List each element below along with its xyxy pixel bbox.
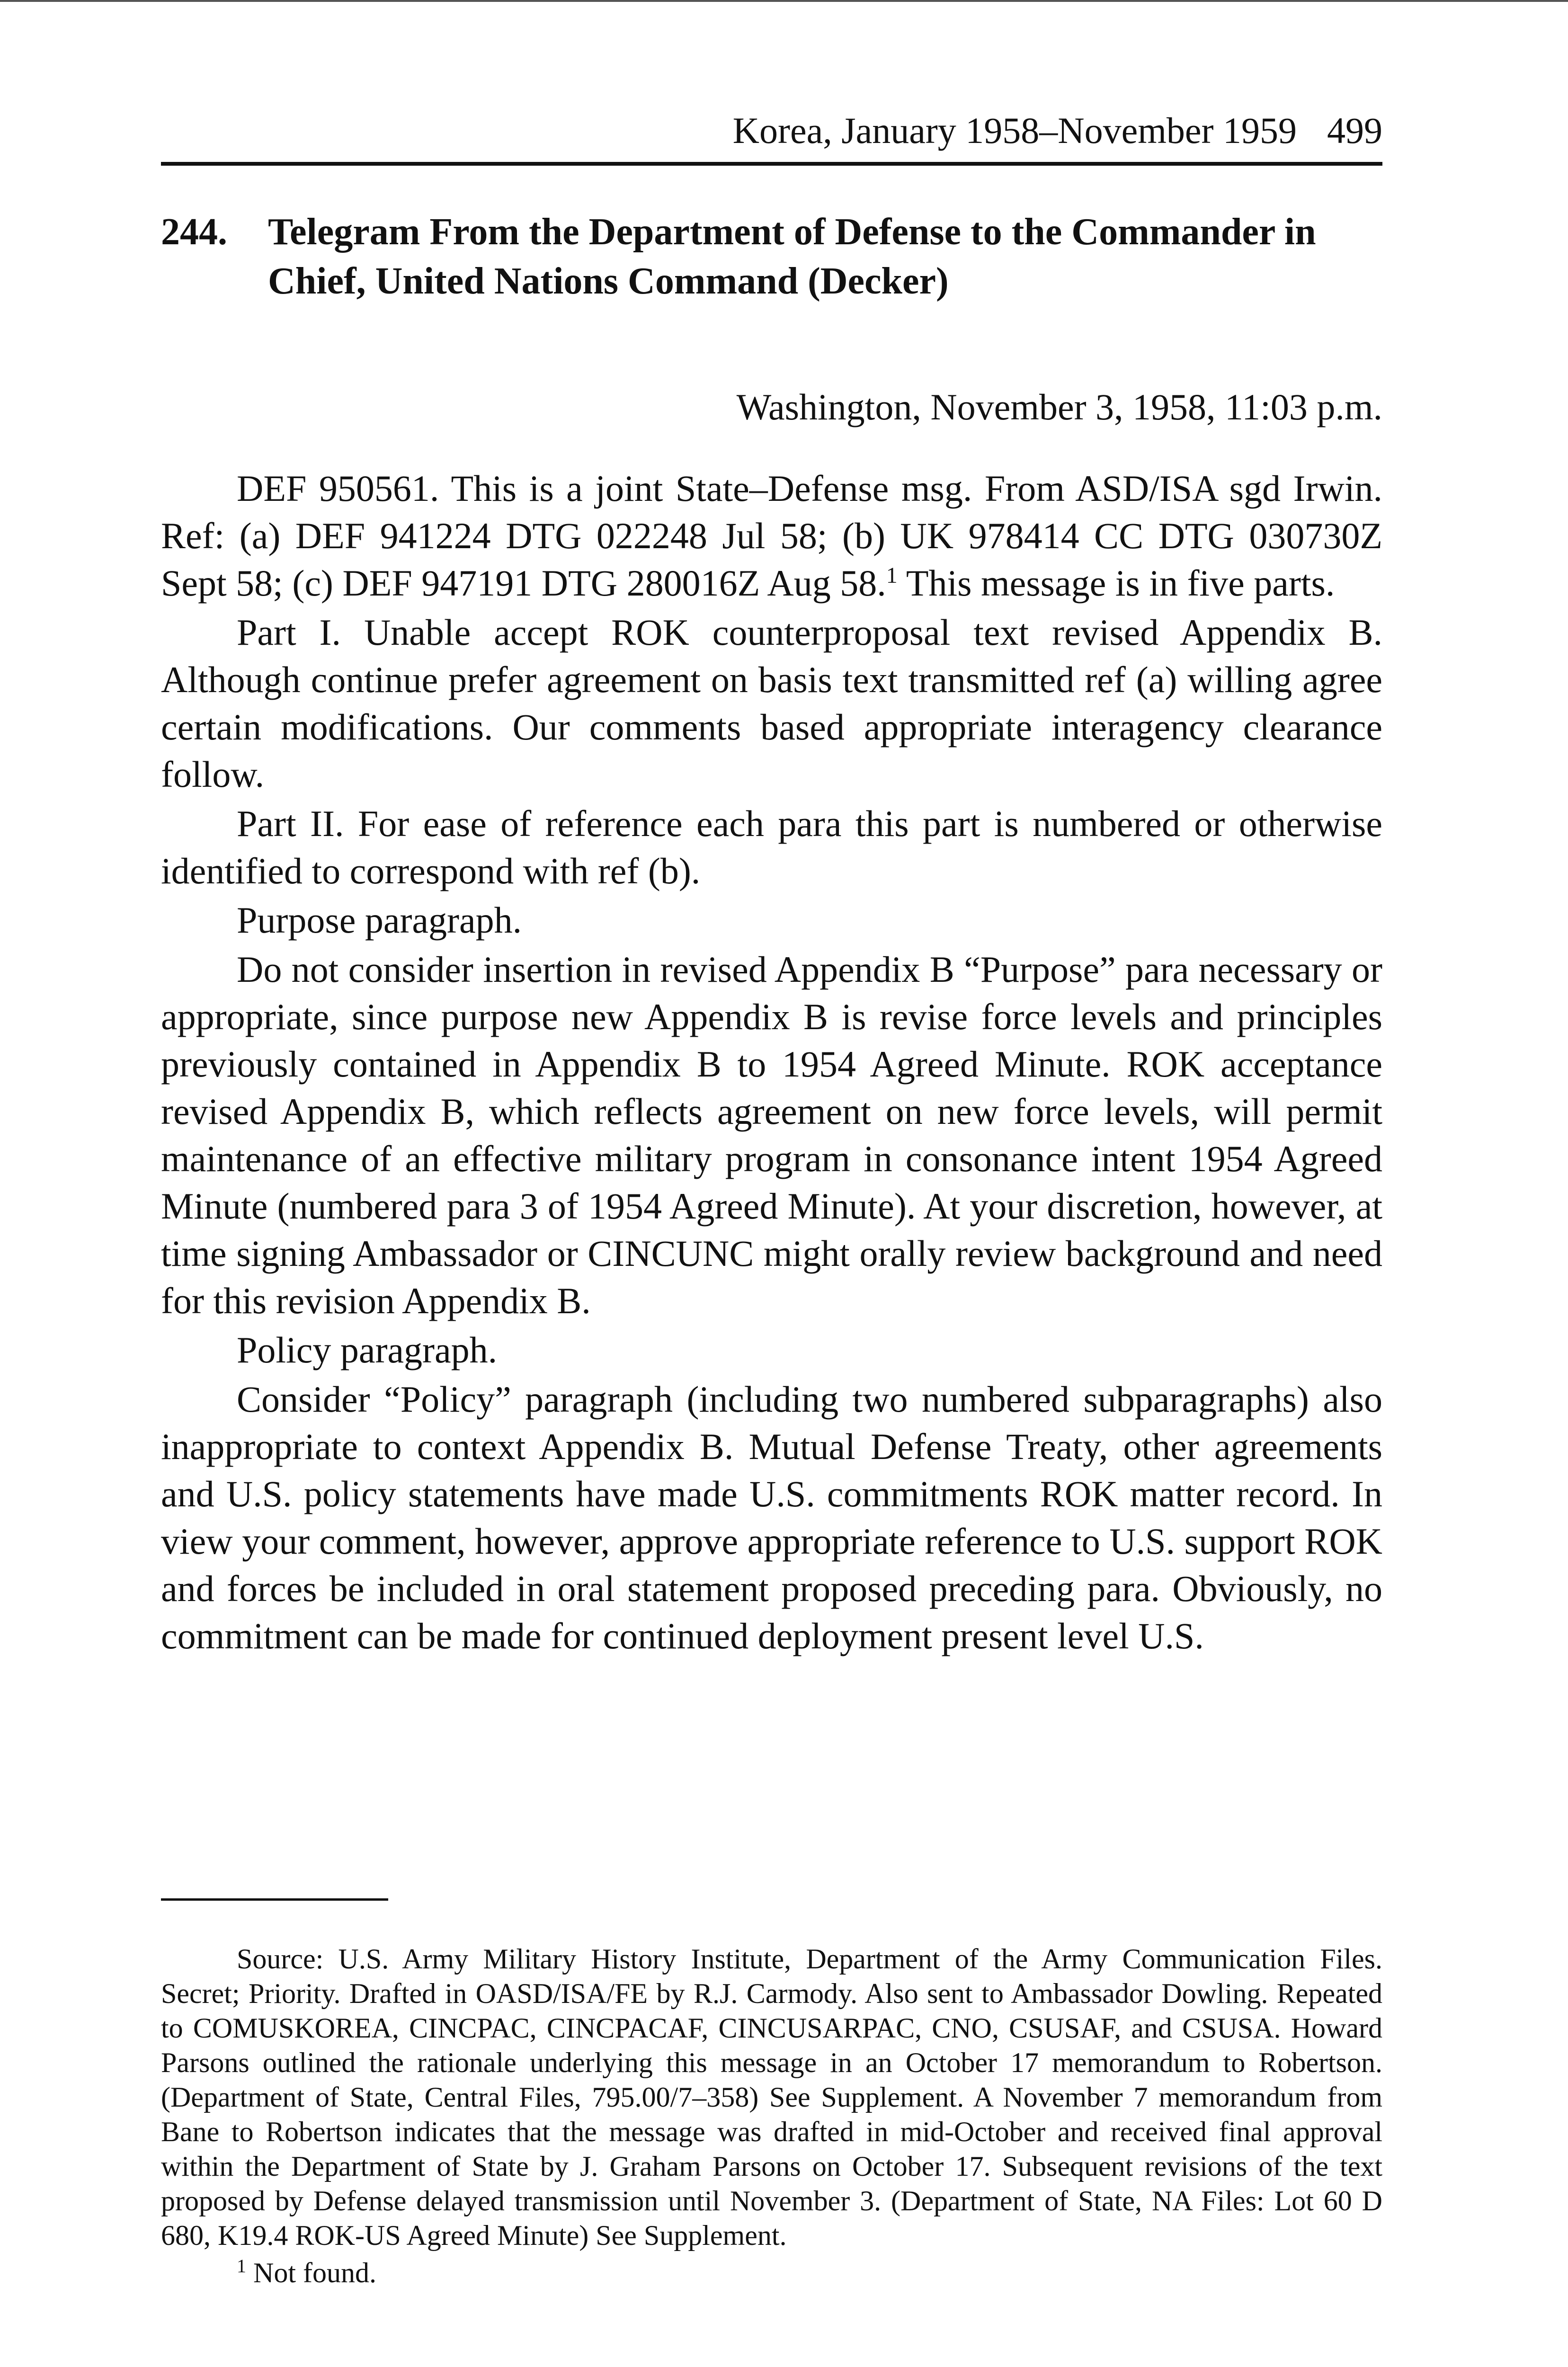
dateline: Washington, November 3, 1958, 11:03 p.m. bbox=[736, 386, 1382, 427]
running-title: Korea, January 1958–November 1959 bbox=[732, 110, 1297, 151]
footnotes bbox=[161, 1942, 1382, 2290]
paragraph-text: This message is in five parts. bbox=[897, 562, 1335, 604]
footnote-reference: 1 bbox=[886, 563, 898, 588]
body-paragraph: Do not consider insertion in revised Appendix B “Purpose” para necessary or appropriate, since purpose new Appendix B is revise force levels and principles previously contained in Appendix B to 1954 Agreed Minute. ROK acceptance revised Appendix B, which reflects agreement on new force levels, will permit maintenance of an effective military program in consonance intent 1954 Agreed Minute (numbered para 3 of 1954 Agreed Minute). At your discretion, however, at time signing Ambassador or CINCUNC might orally review background and need for this revision Appendix B. bbox=[161, 949, 1382, 1321]
section-heading: Policy paragraph. bbox=[237, 1329, 498, 1370]
page-top-edge bbox=[0, 0, 1568, 2]
body-paragraph bbox=[161, 465, 1382, 607]
footnote-rule bbox=[161, 1898, 388, 1901]
document-number: 244. bbox=[161, 211, 227, 253]
page-number: 499 bbox=[1327, 110, 1382, 151]
document-heading bbox=[161, 207, 1382, 306]
body-paragraph: Consider “Policy” paragraph (including two numbered subparagraphs) also inappropriate to context Appendix B. Mutual Defense Treaty, other agreements and U.S. policy statements have made U.S. commitments ROK matter record. In view your comment, however, approve appropriate reference to U.S. support ROK and forces be included in oral statement proposed preceding para. Obviously, no commitment can be made for continued deployment present level U.S. bbox=[161, 1379, 1382, 1656]
source-note: Source: U.S. Army Military History Institute, Department of the Army Communication Files. Secret; Priority. Drafted in OASD/ISA/FE by R.J. Carmody. Also sent to Ambassador Dowling. Repeated to COMUSKOREA, CINCPAC, CINCPACAF, CINCUSARPAC, CNO, CSUSAF, and CSUSA. Howard Parsons outlined the rationale underlying this message in an October 17 memorandum to Robertson. (Department of State, Central Files, 795.00/7–358) See Supplement. A November 7 memorandum from Bane to Robertson indicates that the message was drafted in mid-October and received final approval within the Department of State by J. Graham Parsons on October 17. Subsequent revisions of the text proposed by Defense delayed transmission until November 3. (Department of State, NA Files: Lot 60 D 680, K19.4 ROK-US Agreed Minute) See Supplement. bbox=[161, 1943, 1382, 2251]
footnote-mark: 1 bbox=[237, 2255, 246, 2277]
footnote-1 bbox=[161, 2256, 1382, 2290]
header-rule bbox=[161, 162, 1382, 166]
footnote-text: Not found. bbox=[246, 2257, 376, 2288]
running-header bbox=[161, 108, 1382, 153]
document-title: Telegram From the Department of Defense to the Commander in Chief, United Nations Command (Decker) bbox=[268, 211, 1316, 302]
body-paragraph: Part I. Unable accept ROK counterproposal text revised Appendix B. Although continue prefer agreement on basis text transmitted ref (a) willing agree certain modifications. Our comments based appropriate interagency clearance follow. bbox=[161, 612, 1382, 795]
telegram-body bbox=[161, 465, 1382, 1662]
body-paragraph: Part II. For ease of reference each para this part is numbered or otherwise identified to correspond with ref (b). bbox=[161, 803, 1382, 891]
paragraph-text: DEF 950561. This is a joint State–Defense msg. From ASD/ISA sgd Irwin. Ref: (a) DEF 941224 DTG 022248 Jul 58; (b) UK 978414 CC DTG 030730Z Sept 58; (c) DEF 947191 DTG 280016Z Aug 58. bbox=[161, 468, 1382, 604]
section-heading: Purpose paragraph. bbox=[237, 899, 522, 941]
